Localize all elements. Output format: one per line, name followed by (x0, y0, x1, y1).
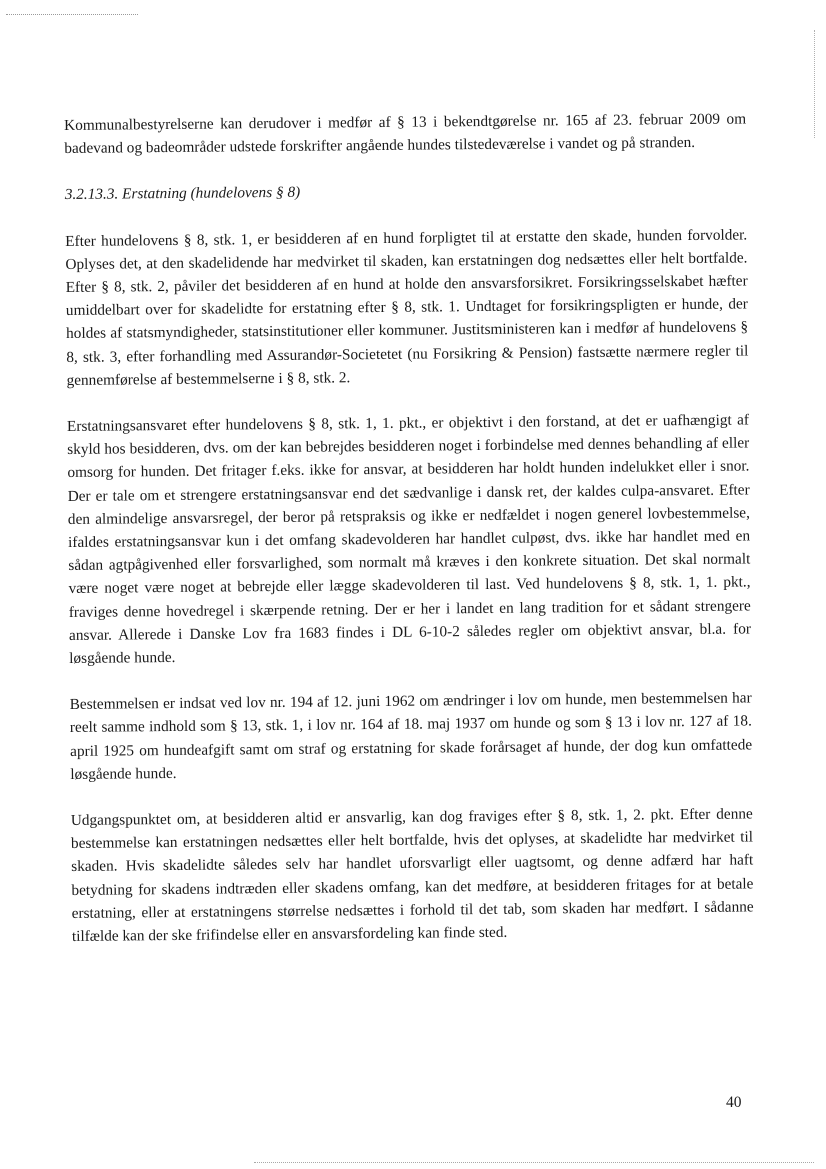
paragraph-intro: Kommunalbestyrelserne kan derudover i medfør af § 13 i bekendtgørelse nr. 165 af 23. februar 2009 om badevand og badeområder udstede forskrifter angående hundes tilstedeværelse i vandet og på stranden. (64, 110, 747, 158)
scan-artifact-top (6, 14, 138, 15)
body-text (64, 107, 754, 971)
paragraph-contributory-fault: Udgangspunktet om, at besidderen altid er ansvarlig, kan dog fraviges efter § 8, stk. 1, 2. pkt. Efter denne bestemmelse kan erstatningen nedsættes eller helt bortfalde, hvis det oplyses, at skadelidte har medvirket til skaden. Hvis skadelidte således selv har handlet uforsvarligt eller uagtsomt, og denne adfærd har haft betydning for skadens indtræden eller skadens omfang, kan det medføre, at besidderen fritages for at betale erstatning, eller at erstatningens størrelse nedsættes i forhold til det tab, som skaden har medført. I sådanne tilfælde kan der ske frifindelse eller en ansvarsfordeling kan finde sted. (70, 805, 754, 946)
page-number: 40 (726, 1094, 742, 1111)
paragraph-legislative-history: Bestemmelsen er indsat ved lov nr. 194 af 12. juni 1962 om ændringer i lov om hunde, men bestemmelsen har reelt samme indhold som § 13, stk. 1, i lov nr. 164 af 18. maj 1937 om hunde og som § 13 i lov nr. 127 af 18. april 1925 om hundeafgift samt om straf og erstatning for skade forårsaget af hunde, der dog kun omfattede løsgående hunde. (69, 689, 753, 783)
scan-artifact-bottom (254, 1162, 814, 1163)
paragraph-liability-rule: Efter hundelovens § 8, stk. 1, er besidderen af en hund forpligtet til at erstatte den skade, hunden forvolder. Oplyses det, at den skadelidende har medvirket til skaden, kan erstatningen dog nedsættes eller helt bortfalde. Efter § 8, stk. 2, påviler det besidderen af en hund at holde den ansvarsforsikret. Forsikringsselskabet hæfter umiddelbart over for skadelidte for erstatning efter § 8, stk. 1. Undtaget for forsikringspligten er hunde, der holdes af statsmyndigheder, statsinstitutioner eller kommuner. Justitsministeren kan i medfør af hundelovens § 8, stk. 3, efter forhandling med Assurandør-Societetet (nu Forsikring & Pension) fastsætte nærmere regler til gennemførelse af bestemmelserne i § 8, stk. 2. (65, 226, 749, 389)
paragraph-objective-liability: Erstatningsansvaret efter hundelovens § 8, stk. 1, 1. pkt., er objektivt i den forstand, at det er uafhængigt af skyld hos besidderen, dvs. om der kan bebrejdes besidderen noget i forbindelse med dennes behandling af eller omsorg for hunden. Det fritager f.eks. ikke for ansvar, at besidderen har holdt hunden indelukket eller i snor. Der er tale om et strengere erstatningsansvar end det sædvanlige i dansk ret, der kaldes culpa-ansvaret. Efter den almindelige ansvarsregel, der beror på retspraksis og ikke er nedfældet i nogen generel lovbestemmelse, ifaldes erstatningsansvar kun i det omfang skadevolderen har handlet culpøst, dvs. ikke har handlet med en sådan agtpågivenhed eller forsvarlighed, som normalt må kræves i den konkrete situation. Det skal normalt være noget være noget at bebrejde eller lægge skadevolderen til last. Ved hundelovens § 8, stk. 1, 1. pkt., fraviges denne hovedregel i skærpende retning. Der er her i landet en lang tradition for et sådant strengere ansvar. Allerede i Danske Lov fra 1683 findes i DL 6-10-2 således regler om objektivt ansvar, bl.a. for løsgående hunde. (66, 411, 752, 668)
scan-artifact-right (814, 30, 815, 138)
section-heading: 3.2.13.3. Erstatning (hundelovens § 8) (64, 184, 301, 204)
